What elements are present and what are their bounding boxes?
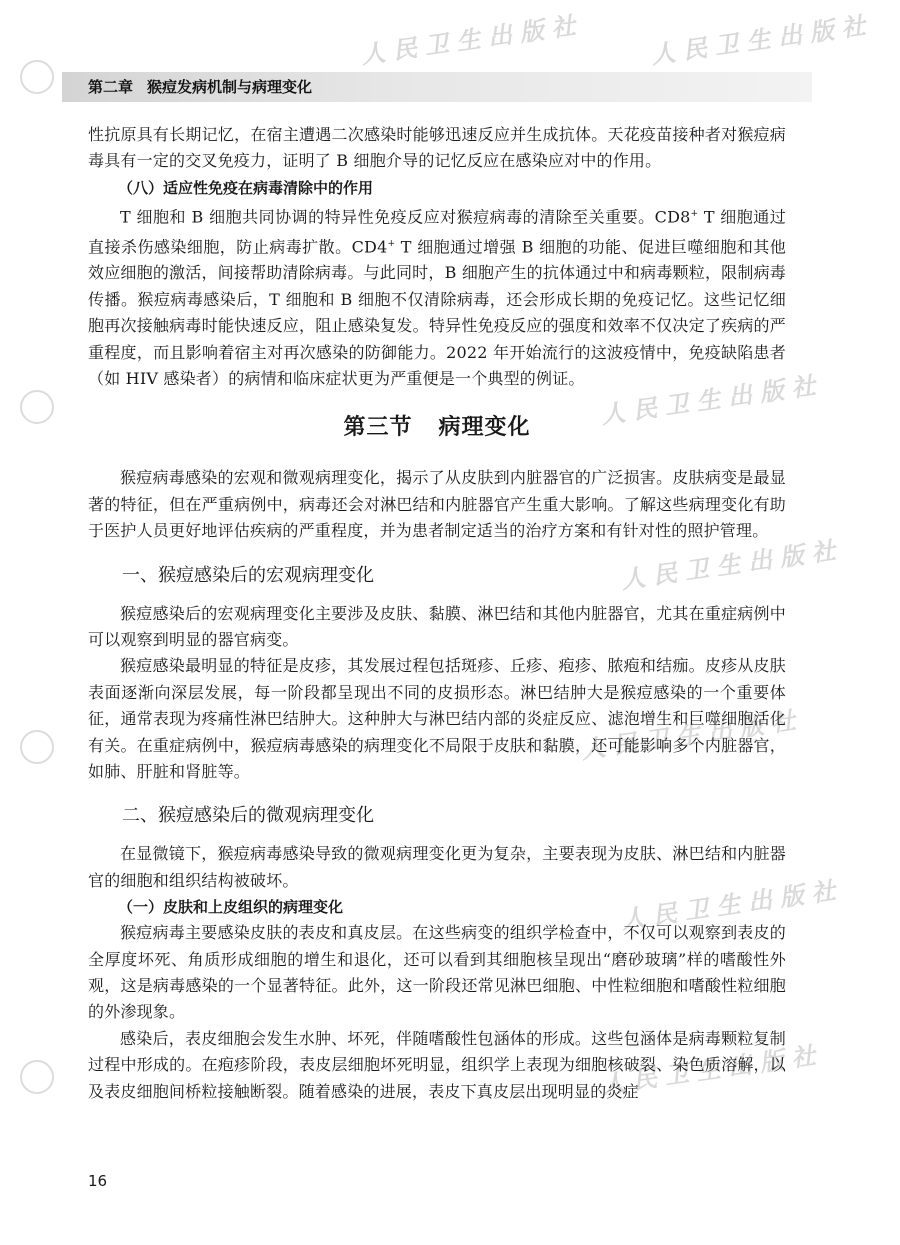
section-name: 病理变化 — [438, 415, 531, 441]
text-run: T 细胞和 B 细胞共同协调的特异性免疫反应对猴痘病毒的清除至关重要。CD8 — [120, 207, 691, 227]
paragraph: 猴痘感染最明显的特征是皮疹，其发展过程包括斑疹、丘疹、疱疹、脓疱和结痂。皮疹从皮肤表面逐渐向深层发展，每一阶段都呈现出不同的皮损形态。淋巴结肿大是猴痘感染的一个重要体征，通常表现为疼痛性淋巴结肿大。这种肿大与淋巴结内部的炎症反应、滤泡增生和巨噬细胞活化有关。在重症病例中，猴痘病毒感染的病理变化不局限于皮肤和黏膜，还可能影响多个内脏器官，如肺、肝脏和肾脏等。 — [88, 656, 786, 781]
watermark-logo-icon — [20, 730, 54, 764]
text-run: T 细胞通过直接杀伤感染细胞，防止病毒扩散。CD4 — [88, 207, 786, 256]
heading-macro: 一、猴痘感染后的宏观病理变化 — [122, 564, 374, 586]
watermark-text: 人民卫生出版社 — [599, 1039, 826, 1100]
running-header — [88, 76, 312, 97]
watermark-text: 人民卫生出版社 — [619, 534, 846, 595]
watermark-logo-icon — [20, 1060, 54, 1094]
page-number: 16 — [88, 1172, 108, 1190]
superscript: + — [690, 208, 699, 219]
paragraph — [88, 201, 786, 393]
page-body — [88, 122, 786, 1105]
chapter-title: 猴痘发病机制与病理变化 — [147, 78, 313, 96]
paragraph: 猴痘病毒主要感染皮肤的表皮和真皮层。在这些病变的组织学检查中，不仅可以观察到表皮的全厚度坏死、角质形成细胞的增生和退化，还可以看到其细胞核呈现出“磨砂玻璃”样的嗜酸性外观，这是病毒感染的一个显著特征。此外，这一阶段还常见淋巴细胞、中性粒细胞和嗜酸性粒细胞的外渗现象。 — [88, 923, 786, 1022]
watermark-text: 人民卫生出版社 — [599, 369, 826, 430]
watermark-text: 人民卫生出版社 — [619, 874, 846, 935]
section-number: 第三节 — [343, 415, 413, 441]
subheading-1: （一）皮肤和上皮组织的病理变化 — [118, 898, 344, 917]
paragraph: 在显微镜下，猴痘病毒感染导致的微观病理变化更为复杂，主要表现为皮肤、淋巴结和内脏器官的细胞和组织结构被破坏。 — [88, 844, 786, 890]
paragraph: 猴痘感染后的宏观病理变化主要涉及皮肤、黏膜、淋巴结和其他内脏器官，尤其在重症病例中可以观察到明显的器官病变。 — [88, 603, 786, 649]
text-run: T 细胞通过增强 B 细胞的功能、促进巨噬细胞和其他效应细胞的激活，间接帮助清除病毒。与此同时，B 细胞产生的抗体通过中和病毒颗粒，限制病毒传播。猴痘病毒感染后，T 细胞和 B 细胞不仅清除病毒，还会形成长期的免疫记忆。这些记忆细胞再次接触病毒时能快速反应，阻止感染复发。特异性免疫反应的强度和效率不仅决定了疾病的严重程度，而且影响着宿主对再次感染的防御能力。2022 年开始流行的这波疫情中，免疫缺陷患者（如 HIV 感染者）的病情和临床症状更为严重便是一个典型的例证。 — [88, 236, 786, 388]
watermark-text: 人民卫生出版社 — [359, 9, 586, 70]
section-title — [88, 410, 786, 441]
paragraph: 性抗原具有长期记忆，在宿主遭遇二次感染时能够迅速反应并生成抗体。天花疫苗接种者对猴痘病毒具有一定的交叉免疫力，证明了 B 细胞介导的记忆反应在感染应对中的作用。 — [88, 125, 786, 171]
chapter-number: 第二章 — [88, 78, 134, 96]
watermark-logo-icon — [20, 390, 54, 424]
subheading-8: （八）适应性免疫在病毒清除中的作用 — [118, 178, 374, 197]
watermark-text: 人民卫生出版社 — [579, 704, 806, 765]
superscript: + — [387, 238, 396, 249]
paragraph: 猴痘病毒感染的宏观和微观病理变化，揭示了从皮肤到内脏器官的广泛损害。皮肤病变是最显著的特征，但在严重病例中，病毒还会对淋巴结和内脏器官产生重大影响。了解这些病理变化有助于医护人员更好地评估疾病的严重程度，并为患者制定适当的治疗方案和有针对性的照护管理。 — [88, 468, 786, 541]
watermark-logo-icon — [20, 60, 54, 94]
watermark-text: 人民卫生出版社 — [649, 9, 876, 70]
paragraph: 感染后，表皮细胞会发生水肿、坏死，伴随嗜酸性包涵体的形成。这些包涵体是病毒颗粒复制过程中形成的。在疱疹阶段，表皮层细胞坏死明显，组织学上表现为细胞核破裂、染色质溶解，以及表皮细胞间桥粒接触断裂。随着感染的进展，表皮下真皮层出现明显的炎症 — [88, 1028, 786, 1101]
heading-micro: 二、猴痘感染后的微观病理变化 — [122, 805, 374, 827]
